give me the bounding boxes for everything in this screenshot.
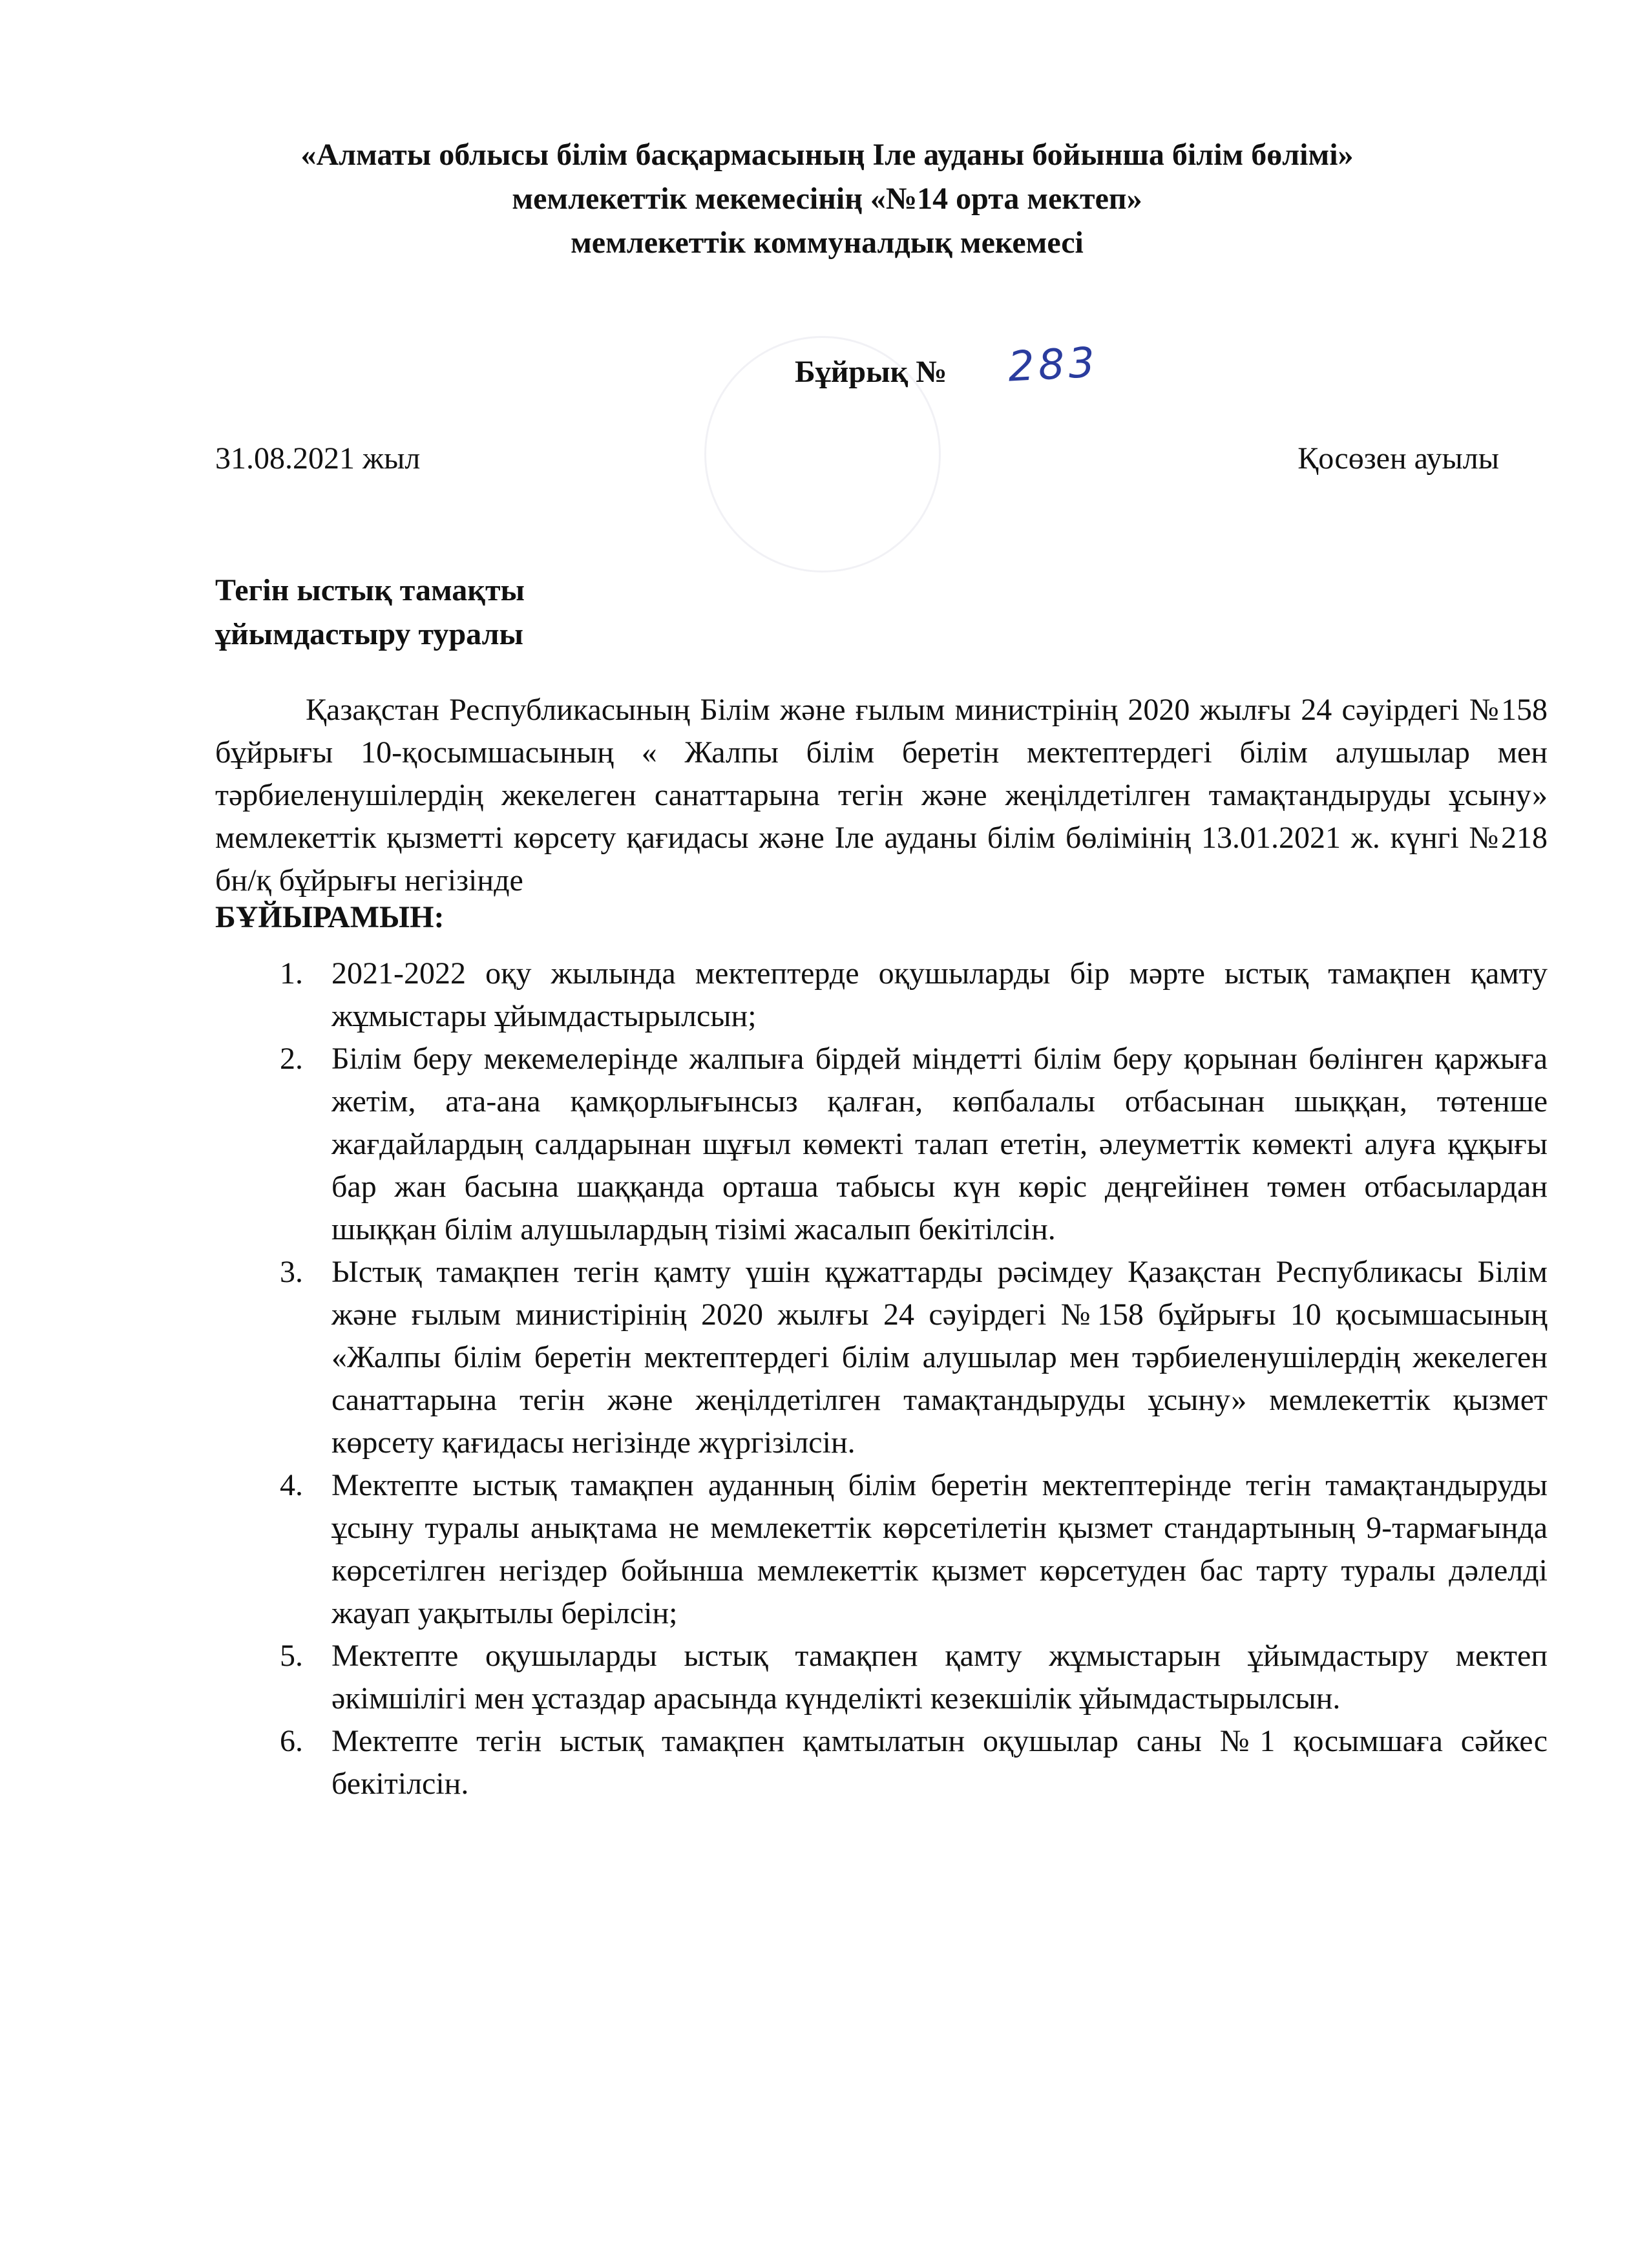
list-item-number: 1. [280, 956, 303, 991]
subject-line-1: Тегін ыстық тамақты [215, 573, 525, 607]
preamble-paragraph: Қазақстан Республикасының Білім және ғылым министрінің 2020 жылғы 24 сәуірдегі №158 бұйрығы 10-қосымшасының « Жалпы білім беретін мектептердегі білім алушылар мен тәрбиеленушілердің жекелеген санаттарына тегін және жеңілдетілген тамақтандыруды ұсыну» мемлекеттік қызметті көрсету қағидасы және Іле ауданы білім бөлімінің 13.01.2021 ж. күнгі №218 бн/қ бұйрығы негізінде [215, 693, 1548, 898]
list-item-text: Мектепте оқушыларды ыстық тамақпен қамту жұмыстарын ұйымдастыру мектеп әкімшілігі мен ұстаздар арасында күнделікті кезекшілік ұйымдастырылсын. [331, 1639, 1548, 1716]
list-item [215, 1635, 1548, 1720]
order-number-handwritten: 283 [1007, 339, 1100, 392]
list-item [215, 1038, 1548, 1251]
header-line-2: мемлекеттік мекемесінің «№14 орта мектеп» [512, 182, 1142, 216]
order-place: Қосөзен ауылы [1297, 441, 1499, 476]
list-item [215, 952, 1548, 1038]
order-subject [215, 569, 525, 656]
header-line-1: «Алматы облысы білім басқармасының Іле ауданы бойынша білім бөлімі» [300, 138, 1354, 172]
list-item [215, 1251, 1548, 1464]
order-items-list [215, 952, 1548, 1805]
list-item-number: 5. [280, 1639, 303, 1673]
list-item-text: Білім беру мекемелерінде жалпыға бірдей міндетті білім беру қорынан бөлінген қаржыға жетім, ата-ана қамқорлығынсыз қалған, көпбалалы отбасынан шыққан, төтенше жағдайлардың салдарынан шұғыл көмекті талап ететін, әлеуметтік көмекті алуға құқығы бар жан басына шаққанда орташа табысы күн көріс деңгейінен төмен отбасылардан шыққан білім алушылардың тізімі жасалып бекітілсін. [331, 1042, 1548, 1246]
list-item-text: Ыстық тамақпен тегін қамту үшін құжаттарды рәсімдеу Қазақстан Республикасы Білім және ғылым министірінің 2020 жылғы 24 сәуірдегі №158 бұйрығы 10 қосымшасының «Жалпы білім беретін мектептердегі білім алушылар мен тәрбиеленушілердің жекелеген санаттарына тегін және жеңілдетілген тамақтандыруды ұсыну» мемлекеттік қызмет көрсету қағидасы негізінде жүргізілсін. [331, 1255, 1548, 1460]
order-title: Бұйрық № [795, 355, 947, 389]
list-item-number: 4. [280, 1468, 303, 1502]
list-item-text: Мектепте ыстық тамақпен ауданның білім беретін мектептерінде тегін тамақтандыруды ұсыну туралы анықтама не мемлекеттік көрсетілетін қызмет стандартының 9-тармағында көрсетілген негіздер бойынша мемлекеттік қызмет көрсетуден бас тарту туралы дәлелді жауап уақытылы берілсін; [331, 1468, 1548, 1630]
list-item-number: 6. [280, 1724, 303, 1758]
institution-header [194, 133, 1460, 265]
list-item-text: Мектепте тегін ыстық тамақпен қамтылатын оқушылар саны №1 қосымшаға сәйкес бекітілсін. [331, 1724, 1548, 1801]
directive-heading: БҰЙЫРАМЫН: [215, 900, 445, 934]
list-item [215, 1464, 1548, 1635]
header-line-3: мемлекеттік коммуналдық мекемесі [571, 226, 1084, 260]
list-item-number: 3. [280, 1255, 303, 1289]
order-date: 31.08.2021 жыл [215, 441, 421, 476]
list-item [215, 1720, 1548, 1805]
list-item-number: 2. [280, 1042, 303, 1076]
list-item-text: 2021-2022 оқу жылында мектептерде оқушыларды бір мәрте ыстық тамақпен қамту жұмыстары ұйымдастырылсын; [331, 956, 1548, 1033]
subject-line-2: ұйымдастыру туралы [215, 617, 523, 651]
